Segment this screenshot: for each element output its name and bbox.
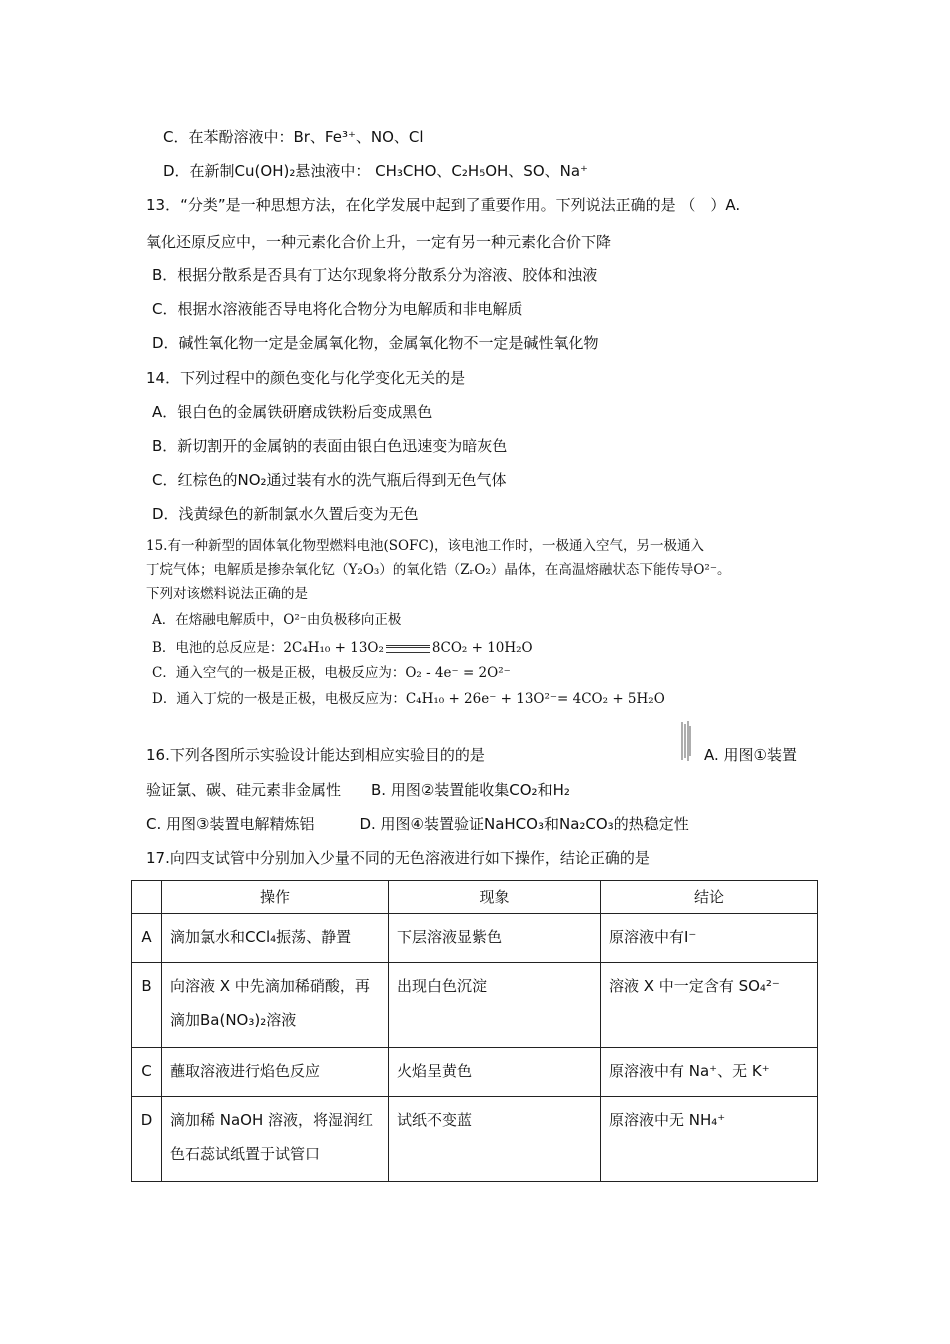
- row-conclusion: 原溶液中无 NH₄⁺: [601, 1097, 818, 1182]
- q15-stem-line1: 15.有一种新型的固体氧化物型燃料电池(SOFC)，该电池工作时，一极通入空气，另一极通入: [146, 538, 705, 554]
- row-operation: 滴加稀 NaOH 溶液，将湿润红色石蕊试纸置于试管口: [162, 1097, 389, 1182]
- header-cell-operation: 操作: [162, 881, 389, 914]
- figure-fragment-icon: [679, 720, 693, 762]
- header-cell-conclusion: 结论: [601, 881, 818, 914]
- q12-option-c: C．在苯酚溶液中：Br、Fe³⁺、NO、Cl: [163, 128, 424, 146]
- q15-option-b-products: 8CO₂ + 10H₂O: [431, 640, 533, 656]
- q13-option-b: B．根据分散系是否具有丁达尔现象将分散系分为溶液、胶体和浊液: [152, 266, 598, 284]
- q12-option-d: D．在新制Cu(OH)₂悬浊液中： CH₃CHO、C₂H₅OH、SO、Na⁺: [163, 162, 588, 180]
- table-row: [132, 1048, 818, 1097]
- q16-options-line3: C. 用图③装置电解精炼铝 D. 用图④装置验证NaHCO₃和Na₂CO₃的热稳定性: [146, 815, 689, 833]
- q16-stem: 16.下列各图所示实验设计能达到相应实验目的的是: [146, 746, 485, 764]
- row-phenomenon: 火焰呈黄色: [389, 1048, 601, 1097]
- table-row: [132, 1097, 818, 1182]
- q15-option-a: A．在熔融电解质中，O²⁻由负极移向正极: [152, 612, 402, 628]
- row-label: B: [132, 963, 162, 1048]
- row-phenomenon: 出现白色沉淀: [389, 963, 601, 1048]
- row-conclusion: 原溶液中有I⁻: [601, 914, 818, 963]
- q15-option-b-reactants: B．电池的总反应是：2C₄H₁₀ + 13O₂: [152, 640, 384, 656]
- row-operation: 蘸取溶液进行焰色反应: [162, 1048, 389, 1097]
- equals-sign-icon: [386, 645, 430, 653]
- row-conclusion: 溶液 X 中一定含有 SO₄²⁻: [601, 963, 818, 1048]
- row-label: D: [132, 1097, 162, 1182]
- q17-stem: 17.向四支试管中分别加入少量不同的无色溶液进行如下操作，结论正确的是: [146, 849, 650, 867]
- q15-stem-line2: 丁烷气体；电解质是掺杂氧化钇（Y₂O₃）的氧化锆（ZᵣO₂）晶体，在高温熔融状态下能传导O²⁻。: [146, 562, 731, 578]
- header-cell-phenomenon: 现象: [389, 881, 601, 914]
- q15-option-d: D．通入丁烷的一极是正极，电极反应为：C₄H₁₀ + 26e⁻ + 13O²⁻= 4CO₂ + 5H₂O: [152, 691, 665, 707]
- q17-table: [131, 880, 818, 1182]
- row-label: A: [132, 914, 162, 963]
- q16-options-line2: 验证氯、碳、硅元素非金属性 B. 用图②装置能收集CO₂和H₂: [146, 781, 570, 799]
- table-header-row: [132, 881, 818, 914]
- q13-stem: 13．“分类”是一种思想方法，在化学发展中起到了重要作用。下列说法正确的是 （ ）A.: [146, 196, 741, 214]
- q13-option-a: 氧化还原反应中，一种元素化合价上升，一定有另一种元素化合价下降: [146, 233, 612, 251]
- q15-option-b: [152, 638, 533, 658]
- q16-option-a: A. 用图①装置: [704, 746, 797, 764]
- row-phenomenon: 试纸不变蓝: [389, 1097, 601, 1182]
- row-phenomenon: 下层溶液显紫色: [389, 914, 601, 963]
- q14-option-d: D．浅黄绿色的新制氯水久置后变为无色: [152, 505, 419, 523]
- q14-option-a: A．银白色的金属铁研磨成铁粉后变成黑色: [152, 403, 433, 421]
- row-label: C: [132, 1048, 162, 1097]
- row-conclusion: 原溶液中有 Na⁺、无 K⁺: [601, 1048, 818, 1097]
- q15-stem-line3: 下列对该燃料说法正确的是: [146, 586, 308, 602]
- q14-option-b: B．新切割开的金属钠的表面由银白色迅速变为暗灰色: [152, 437, 508, 455]
- q14-stem: 14．下列过程中的颜色变化与化学变化无关的是: [146, 369, 466, 387]
- header-cell-blank: [132, 881, 162, 914]
- q15-option-c: C．通入空气的一极是正极，电极反应为：O₂ - 4e⁻ = 2O²⁻: [152, 665, 511, 681]
- q13-option-c: C．根据水溶液能否导电将化合物分为电解质和非电解质: [152, 300, 523, 318]
- row-operation: 滴加氯水和CCl₄振荡、静置: [162, 914, 389, 963]
- table-row: [132, 914, 818, 963]
- q14-option-c: C．红棕色的NO₂通过装有水的洗气瓶后得到无色气体: [152, 471, 507, 489]
- table-row: [132, 963, 818, 1048]
- q13-option-d: D．碱性氧化物一定是金属氧化物，金属氧化物不一定是碱性氧化物: [152, 334, 599, 352]
- row-operation: 向溶液 X 中先滴加稀硝酸，再滴加Ba(NO₃)₂溶液: [162, 963, 389, 1048]
